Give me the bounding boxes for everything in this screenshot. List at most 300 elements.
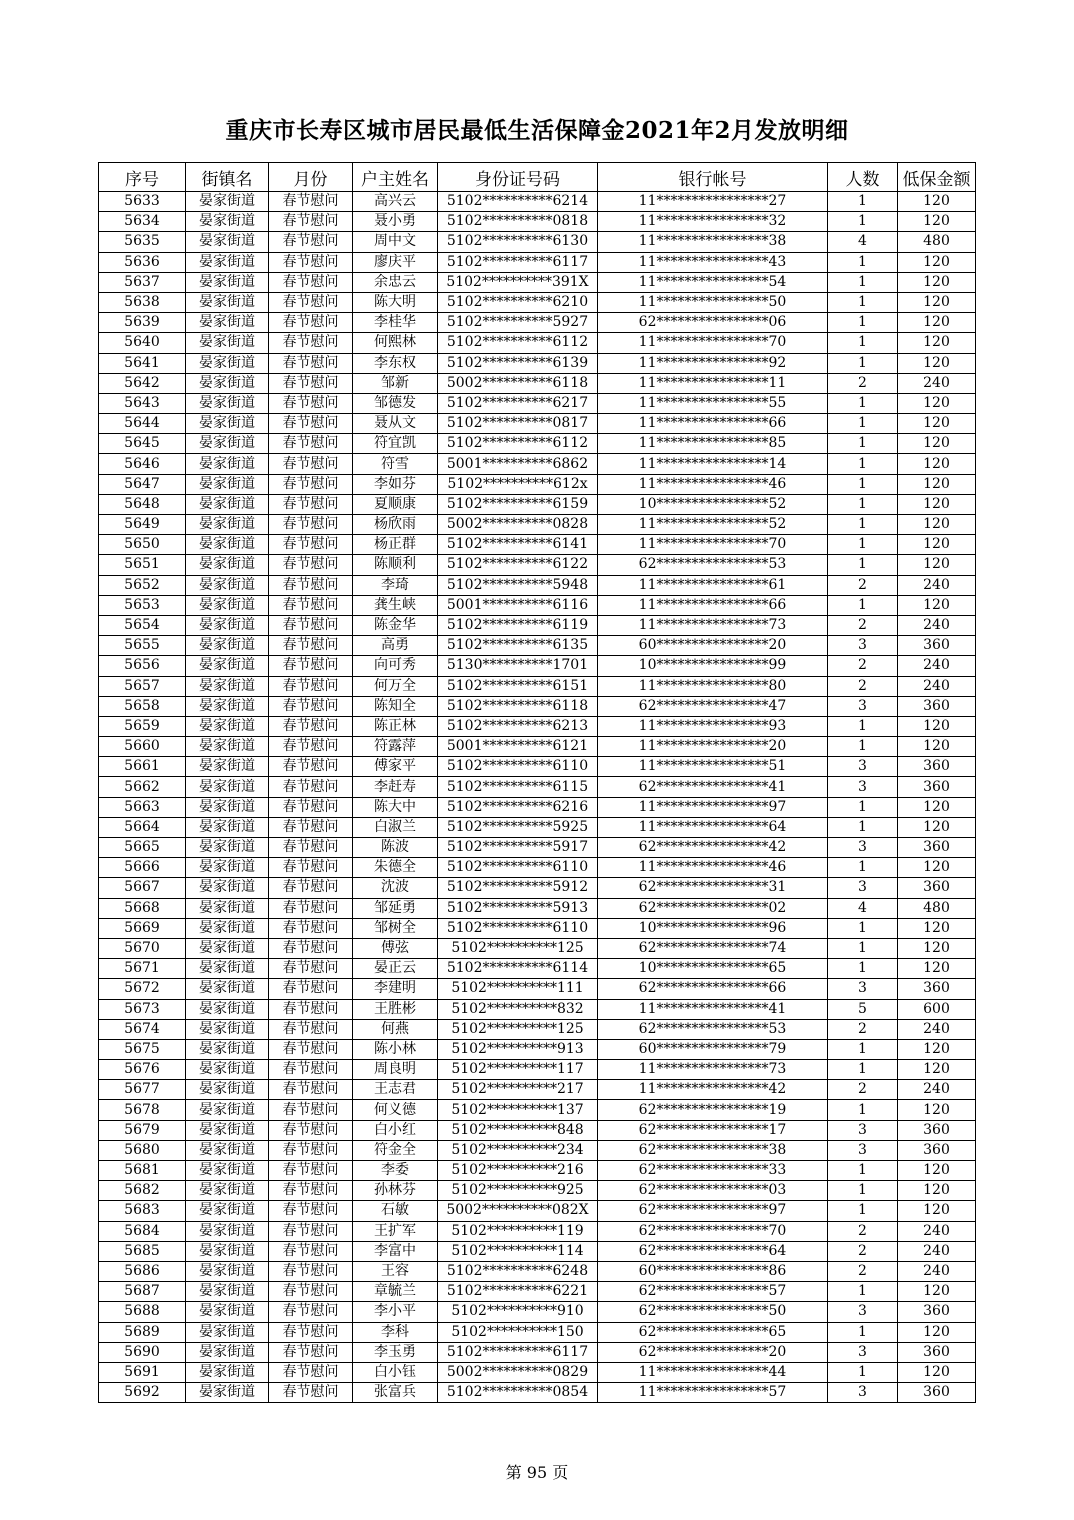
persons-cell: 1 [828,292,898,312]
amount-cell: 120 [898,272,976,292]
table-header-row [99,163,976,192]
bank-account-cell: 62****************50 [598,1302,828,1322]
amount-cell: 120 [898,353,976,373]
persons-cell: 1 [828,817,898,837]
amount-cell: 360 [898,777,976,797]
persons-cell: 2 [828,1080,898,1100]
month-cell: 春节慰问 [269,1302,353,1322]
bank-account-cell: 62****************03 [598,1181,828,1201]
amount-cell: 120 [898,1201,976,1221]
street-cell: 晏家街道 [186,1241,269,1261]
column-header-month: 月份 [269,163,353,192]
id-number-cell: 5102**********217 [438,1080,598,1100]
seq-cell: 5678 [99,1100,186,1120]
bank-account-cell: 62****************38 [598,1140,828,1160]
seq-cell: 5657 [99,676,186,696]
amount-cell: 240 [898,1241,976,1261]
month-cell: 春节慰问 [269,838,353,858]
table-row [99,737,976,757]
table-row [99,1100,976,1120]
amount-cell: 120 [898,1282,976,1302]
name-cell: 李赶寿 [353,777,438,797]
table-row [99,1120,976,1140]
street-cell: 晏家街道 [186,797,269,817]
name-cell: 何熙林 [353,333,438,353]
persons-cell: 1 [828,454,898,474]
name-cell: 杨正群 [353,535,438,555]
seq-cell: 5679 [99,1120,186,1140]
month-cell: 春节慰问 [269,1019,353,1039]
bank-account-cell: 62****************19 [598,1100,828,1120]
table-row [99,292,976,312]
street-cell: 晏家街道 [186,1019,269,1039]
bank-account-cell: 11****************46 [598,474,828,494]
street-cell: 晏家街道 [186,1201,269,1221]
name-cell: 高兴云 [353,192,438,212]
id-number-cell: 5102**********6159 [438,494,598,514]
seq-cell: 5677 [99,1080,186,1100]
month-cell: 春节慰问 [269,1181,353,1201]
seq-cell: 5660 [99,737,186,757]
persons-cell: 3 [828,1302,898,1322]
table-row [99,817,976,837]
persons-cell: 2 [828,1261,898,1281]
name-cell: 李桂华 [353,313,438,333]
table-row [99,999,976,1019]
amount-cell: 120 [898,393,976,413]
street-cell: 晏家街道 [186,434,269,454]
bank-account-cell: 62****************17 [598,1120,828,1140]
table-row [99,716,976,736]
bank-account-cell: 11****************54 [598,272,828,292]
month-cell: 春节慰问 [269,212,353,232]
persons-cell: 3 [828,696,898,716]
name-cell: 傅弦 [353,938,438,958]
table-row [99,959,976,979]
table-row [99,434,976,454]
street-cell: 晏家街道 [186,898,269,918]
persons-cell: 1 [828,192,898,212]
month-cell: 春节慰问 [269,1362,353,1382]
persons-cell: 1 [828,595,898,615]
amount-cell: 360 [898,636,976,656]
bank-account-cell: 11****************80 [598,676,828,696]
persons-cell: 2 [828,373,898,393]
month-cell: 春节慰问 [269,1100,353,1120]
amount-cell: 120 [898,1362,976,1382]
table-row [99,393,976,413]
id-number-cell: 5102**********6151 [438,676,598,696]
bank-account-cell: 11****************64 [598,817,828,837]
amount-cell: 360 [898,1140,976,1160]
id-number-cell: 5102**********6221 [438,1282,598,1302]
street-cell: 晏家街道 [186,615,269,635]
id-number-cell: 5102**********6135 [438,636,598,656]
amount-cell: 240 [898,1221,976,1241]
table-row [99,1362,976,1382]
amount-cell: 360 [898,1302,976,1322]
table-row [99,1383,976,1403]
id-number-cell: 5102**********6115 [438,777,598,797]
street-cell: 晏家街道 [186,232,269,252]
id-number-cell: 5102**********6139 [438,353,598,373]
column-header-street: 街镇名 [186,163,269,192]
name-cell: 余忠云 [353,272,438,292]
month-cell: 春节慰问 [269,636,353,656]
seq-cell: 5663 [99,797,186,817]
bank-account-cell: 11****************51 [598,757,828,777]
seq-cell: 5643 [99,393,186,413]
persons-cell: 3 [828,636,898,656]
street-cell: 晏家街道 [186,1080,269,1100]
table-row [99,1201,976,1221]
id-number-cell: 5002**********0828 [438,515,598,535]
seq-cell: 5687 [99,1282,186,1302]
name-cell: 李科 [353,1322,438,1342]
persons-cell: 4 [828,898,898,918]
column-header-bank-account: 银行帐号 [598,163,828,192]
seq-cell: 5658 [99,696,186,716]
id-number-cell: 5102**********216 [438,1161,598,1181]
seq-cell: 5642 [99,373,186,393]
month-cell: 春节慰问 [269,959,353,979]
table-row [99,1221,976,1241]
month-cell: 春节慰问 [269,434,353,454]
month-cell: 春节慰问 [269,1140,353,1160]
seq-cell: 5645 [99,434,186,454]
street-cell: 晏家街道 [186,1060,269,1080]
bank-account-cell: 11****************46 [598,858,828,878]
month-cell: 春节慰问 [269,898,353,918]
amount-cell: 360 [898,838,976,858]
month-cell: 春节慰问 [269,474,353,494]
document-title: 重庆市长寿区城市居民最低生活保障金2021年2月发放明细 [225,117,849,144]
persons-cell: 1 [828,1282,898,1302]
street-cell: 晏家街道 [186,1039,269,1059]
table-row [99,515,976,535]
persons-cell: 2 [828,1019,898,1039]
name-cell: 周中文 [353,232,438,252]
persons-cell: 3 [828,1140,898,1160]
bank-account-cell: 10****************65 [598,959,828,979]
amount-cell: 120 [898,454,976,474]
table-row [99,212,976,232]
id-number-cell: 5002**********0829 [438,1362,598,1382]
street-cell: 晏家街道 [186,696,269,716]
street-cell: 晏家街道 [186,959,269,979]
month-cell: 春节慰问 [269,373,353,393]
table-row [99,252,976,272]
id-number-cell: 5130**********1701 [438,656,598,676]
table-row [99,898,976,918]
seq-cell: 5668 [99,898,186,918]
amount-cell: 600 [898,999,976,1019]
amount-cell: 120 [898,737,976,757]
table-row [99,454,976,474]
bank-account-cell: 11****************55 [598,393,828,413]
street-cell: 晏家街道 [186,373,269,393]
seq-cell: 5647 [99,474,186,494]
id-number-cell: 5102**********5912 [438,878,598,898]
bank-account-cell: 62****************53 [598,555,828,575]
persons-cell: 2 [828,1241,898,1261]
seq-cell: 5656 [99,656,186,676]
id-number-cell: 5102**********6112 [438,333,598,353]
persons-cell: 3 [828,1342,898,1362]
month-cell: 春节慰问 [269,1322,353,1342]
seq-cell: 5650 [99,535,186,555]
seq-cell: 5653 [99,595,186,615]
amount-cell: 120 [898,414,976,434]
table-row [99,575,976,595]
bank-account-cell: 11****************93 [598,716,828,736]
seq-cell: 5674 [99,1019,186,1039]
month-cell: 春节慰问 [269,414,353,434]
bank-account-cell: 62****************20 [598,1342,828,1362]
id-number-cell: 5002**********6118 [438,373,598,393]
month-cell: 春节慰问 [269,333,353,353]
month-cell: 春节慰问 [269,454,353,474]
name-cell: 王志君 [353,1080,438,1100]
month-cell: 春节慰问 [269,676,353,696]
street-cell: 晏家街道 [186,313,269,333]
id-number-cell: 5102**********6210 [438,292,598,312]
street-cell: 晏家街道 [186,575,269,595]
seq-cell: 5680 [99,1140,186,1160]
street-cell: 晏家街道 [186,212,269,232]
name-cell: 李如芬 [353,474,438,494]
month-cell: 春节慰问 [269,817,353,837]
id-number-cell: 5102**********6214 [438,192,598,212]
id-number-cell: 5102**********6117 [438,1342,598,1362]
id-number-cell: 5102**********612x [438,474,598,494]
table-row [99,696,976,716]
name-cell: 章毓兰 [353,1282,438,1302]
month-cell: 春节慰问 [269,272,353,292]
id-number-cell: 5102**********125 [438,1019,598,1039]
table-row [99,636,976,656]
amount-cell: 240 [898,1019,976,1039]
persons-cell: 2 [828,656,898,676]
id-number-cell: 5102**********5925 [438,817,598,837]
id-number-cell: 5102**********848 [438,1120,598,1140]
seq-cell: 5689 [99,1322,186,1342]
name-cell: 陈大中 [353,797,438,817]
seq-cell: 5639 [99,313,186,333]
name-cell: 白小红 [353,1120,438,1140]
seq-cell: 5685 [99,1241,186,1261]
bank-account-cell: 62****************74 [598,938,828,958]
street-cell: 晏家街道 [186,1362,269,1382]
bank-account-cell: 62****************06 [598,313,828,333]
id-number-cell: 5102**********6217 [438,393,598,413]
page-number: 第 95 页 [505,1463,569,1482]
persons-cell: 1 [828,1161,898,1181]
bank-account-cell: 60****************86 [598,1261,828,1281]
persons-cell: 1 [828,434,898,454]
month-cell: 春节慰问 [269,252,353,272]
seq-cell: 5646 [99,454,186,474]
seq-cell: 5654 [99,615,186,635]
bank-account-cell: 62****************57 [598,1282,828,1302]
table-row [99,757,976,777]
persons-cell: 1 [828,716,898,736]
street-cell: 晏家街道 [186,252,269,272]
id-number-cell: 5102**********6248 [438,1261,598,1281]
table-row [99,494,976,514]
seq-cell: 5676 [99,1060,186,1080]
name-cell: 周良明 [353,1060,438,1080]
table-row [99,1039,976,1059]
name-cell: 李小平 [353,1302,438,1322]
bank-account-cell: 62****************66 [598,979,828,999]
id-number-cell: 5001**********6121 [438,737,598,757]
id-number-cell: 5102**********111 [438,979,598,999]
seq-cell: 5686 [99,1261,186,1281]
street-cell: 晏家街道 [186,938,269,958]
seq-cell: 5659 [99,716,186,736]
bank-account-cell: 11****************52 [598,515,828,535]
amount-cell: 360 [898,1342,976,1362]
persons-cell: 1 [828,535,898,555]
id-number-cell: 5102**********6213 [438,716,598,736]
bank-account-cell: 62****************65 [598,1322,828,1342]
table-row [99,1261,976,1281]
id-number-cell: 5102**********5917 [438,838,598,858]
amount-cell: 120 [898,333,976,353]
amount-cell: 120 [898,1100,976,1120]
amount-cell: 120 [898,716,976,736]
name-cell: 孙林芬 [353,1181,438,1201]
persons-cell: 1 [828,494,898,514]
street-cell: 晏家街道 [186,757,269,777]
table-row [99,858,976,878]
bank-account-cell: 11****************50 [598,292,828,312]
amount-cell: 120 [898,494,976,514]
table-row [99,838,976,858]
table-row [99,615,976,635]
persons-cell: 1 [828,555,898,575]
id-number-cell: 5102**********0854 [438,1383,598,1403]
month-cell: 春节慰问 [269,979,353,999]
persons-cell: 1 [828,393,898,413]
street-cell: 晏家街道 [186,979,269,999]
persons-cell: 3 [828,757,898,777]
id-number-cell: 5102**********913 [438,1039,598,1059]
month-cell: 春节慰问 [269,494,353,514]
seq-cell: 5637 [99,272,186,292]
seq-cell: 5684 [99,1221,186,1241]
seq-cell: 5672 [99,979,186,999]
seq-cell: 5636 [99,252,186,272]
bank-account-cell: 62****************31 [598,878,828,898]
column-header-seq: 序号 [99,163,186,192]
amount-cell: 120 [898,1181,976,1201]
street-cell: 晏家街道 [186,1181,269,1201]
table-row [99,474,976,494]
persons-cell: 1 [828,1322,898,1342]
seq-cell: 5664 [99,817,186,837]
amount-cell: 240 [898,575,976,595]
seq-cell: 5640 [99,333,186,353]
id-number-cell: 5102**********6114 [438,959,598,979]
name-cell: 聂小勇 [353,212,438,232]
bank-account-cell: 10****************52 [598,494,828,514]
seq-cell: 5635 [99,232,186,252]
name-cell: 陈波 [353,838,438,858]
bank-account-cell: 62****************41 [598,777,828,797]
name-cell: 李委 [353,1161,438,1181]
id-number-cell: 5102**********6110 [438,757,598,777]
persons-cell: 3 [828,878,898,898]
bank-account-cell: 11****************73 [598,615,828,635]
amount-cell: 120 [898,292,976,312]
name-cell: 符露萍 [353,737,438,757]
month-cell: 春节慰问 [269,393,353,413]
name-cell: 符雪 [353,454,438,474]
name-cell: 张富兵 [353,1383,438,1403]
amount-cell: 120 [898,918,976,938]
amount-cell: 120 [898,212,976,232]
id-number-cell: 5102**********114 [438,1241,598,1261]
street-cell: 晏家街道 [186,414,269,434]
name-cell: 邹德发 [353,393,438,413]
amount-cell: 240 [898,656,976,676]
street-cell: 晏家街道 [186,918,269,938]
amount-cell: 120 [898,1161,976,1181]
id-number-cell: 5001**********6116 [438,595,598,615]
table-row [99,1080,976,1100]
bank-account-cell: 60****************20 [598,636,828,656]
street-cell: 晏家街道 [186,1302,269,1322]
name-cell: 廖庆平 [353,252,438,272]
persons-cell: 3 [828,1383,898,1403]
bank-account-cell: 11****************92 [598,353,828,373]
bank-account-cell: 62****************97 [598,1201,828,1221]
month-cell: 春节慰问 [269,878,353,898]
month-cell: 春节慰问 [269,1342,353,1362]
street-cell: 晏家街道 [186,1140,269,1160]
seq-cell: 5641 [99,353,186,373]
id-number-cell: 5102**********6110 [438,918,598,938]
amount-cell: 480 [898,232,976,252]
month-cell: 春节慰问 [269,918,353,938]
id-number-cell: 5102**********832 [438,999,598,1019]
amount-cell: 240 [898,676,976,696]
bank-account-cell: 11****************66 [598,414,828,434]
amount-cell: 120 [898,515,976,535]
street-cell: 晏家街道 [186,1161,269,1181]
bank-account-cell: 11****************11 [598,373,828,393]
street-cell: 晏家街道 [186,474,269,494]
table-row [99,232,976,252]
seq-cell: 5638 [99,292,186,312]
seq-cell: 5683 [99,1201,186,1221]
street-cell: 晏家街道 [186,292,269,312]
table-row [99,595,976,615]
month-cell: 春节慰问 [269,515,353,535]
amount-cell: 120 [898,535,976,555]
persons-cell: 1 [828,272,898,292]
bank-account-cell: 10****************96 [598,918,828,938]
table-row [99,918,976,938]
id-number-cell: 5102**********6122 [438,555,598,575]
table-row [99,555,976,575]
persons-cell: 3 [828,979,898,999]
bank-account-cell: 11****************85 [598,434,828,454]
street-cell: 晏家街道 [186,716,269,736]
month-cell: 春节慰问 [269,797,353,817]
